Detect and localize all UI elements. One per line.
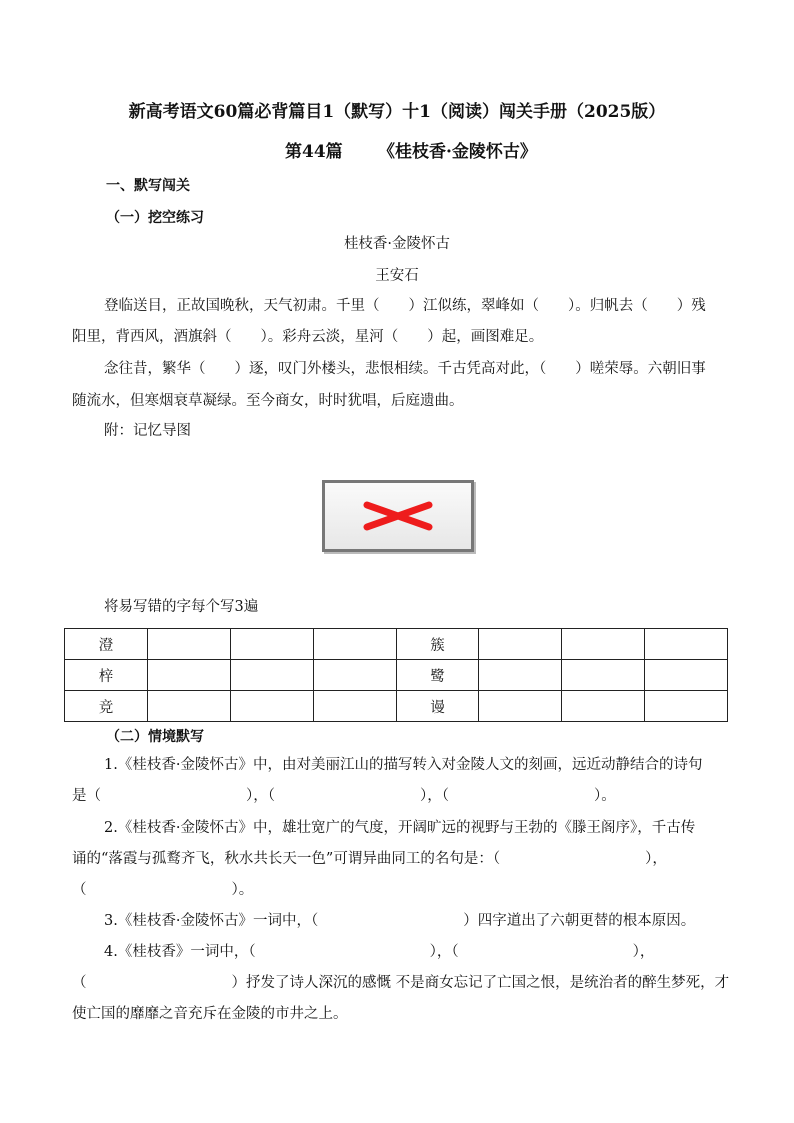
question-line: 4.《桂枝香》一词中，（ ），（ ），	[104, 944, 655, 960]
memory-map-label: 附：记忆导图	[104, 423, 191, 439]
poem-line: 登临送目，正故国晚秋，天气初肃。千里（ ）江似练，翠峰如（ ）。归帆去（ ）残	[104, 298, 706, 314]
subsection-heading: （一）挖空练习	[106, 210, 204, 226]
write-cell[interactable]	[645, 660, 728, 691]
write-cell[interactable]	[147, 629, 230, 660]
document-title: 新高考语文60篇必背篇目1（默写）十1（阅读）闯关手册（2025版）	[128, 102, 666, 122]
table-row	[65, 629, 728, 660]
write-cell[interactable]	[562, 629, 645, 660]
question-line: 使亡国的靡靡之音充斥在金陵的市井之上。	[72, 1006, 348, 1022]
question-line: （ ）。	[72, 882, 254, 898]
write-cell[interactable]	[313, 629, 396, 660]
write-cell[interactable]	[230, 691, 313, 722]
write-cell[interactable]	[479, 629, 562, 660]
poem-line: 阳里，背西风，酒旗斜（ ）。彩舟云淡，星河（ ）起，画图难足。	[72, 329, 544, 345]
practice-table	[64, 628, 728, 722]
poem-line: 念往昔，繁华（ ）逐，叹门外楼头，悲恨相续。千古凭高对此，（ ）嗟荣辱。六朝旧事	[104, 361, 706, 377]
question-line: 1.《桂枝香·金陵怀古》中，由对美丽江山的描写转入对金陵人文的刻画，远近动静结合的诗句	[104, 757, 703, 773]
question-line: （ ）抒发了诗人深沉的感慨 不是商女忘记了亡国之恨，是统治者的醉生梦死，才	[72, 975, 730, 991]
subsection-heading: （二）情境默写	[106, 729, 204, 745]
practice-char: 簇	[396, 629, 479, 660]
write-cell[interactable]	[230, 629, 313, 660]
question-line: 3.《桂枝香·金陵怀古》一词中，（ ）四字道出了六朝更替的根本原因。	[104, 913, 696, 929]
question-line: 2.《桂枝香·金陵怀古》中，雄壮宽广的气度，开阔旷远的视野与王勃的《滕王阁序》，千古传	[104, 820, 696, 836]
practice-char: 竞	[65, 691, 148, 722]
broken-image-icon	[322, 480, 474, 552]
write-cell[interactable]	[230, 660, 313, 691]
poem-author: 王安石	[375, 268, 419, 284]
write-cell[interactable]	[645, 691, 728, 722]
chapter-name: 《桂枝香·金陵怀古》	[378, 142, 537, 162]
chapter-number: 第44篇	[285, 142, 343, 162]
practice-label: 将易写错的字每个写3遍	[104, 599, 259, 615]
question-line: 诵的“落霞与孤鹜齐飞，秋水共长天一色”可谓异曲同工的名句是：（ ），	[72, 851, 667, 867]
practice-char: 澄	[65, 629, 148, 660]
write-cell[interactable]	[313, 660, 396, 691]
write-cell[interactable]	[479, 691, 562, 722]
write-cell[interactable]	[479, 660, 562, 691]
table-row	[65, 660, 728, 691]
write-cell[interactable]	[313, 691, 396, 722]
poem-title: 桂枝香·金陵怀古	[343, 236, 451, 252]
section-heading: 一、默写闯关	[106, 178, 190, 194]
write-cell[interactable]	[147, 660, 230, 691]
practice-char: 鹭	[396, 660, 479, 691]
write-cell[interactable]	[645, 629, 728, 660]
write-cell[interactable]	[147, 691, 230, 722]
write-cell[interactable]	[562, 691, 645, 722]
table-row	[65, 691, 728, 722]
question-line: 是（ ），（ ），（ ）。	[72, 788, 616, 804]
practice-char: 谩	[396, 691, 479, 722]
poem-line: 随流水，但寒烟衰草凝绿。至今商女，时时犹唱，后庭遗曲。	[72, 393, 464, 409]
write-cell[interactable]	[562, 660, 645, 691]
practice-char: 梓	[65, 660, 148, 691]
